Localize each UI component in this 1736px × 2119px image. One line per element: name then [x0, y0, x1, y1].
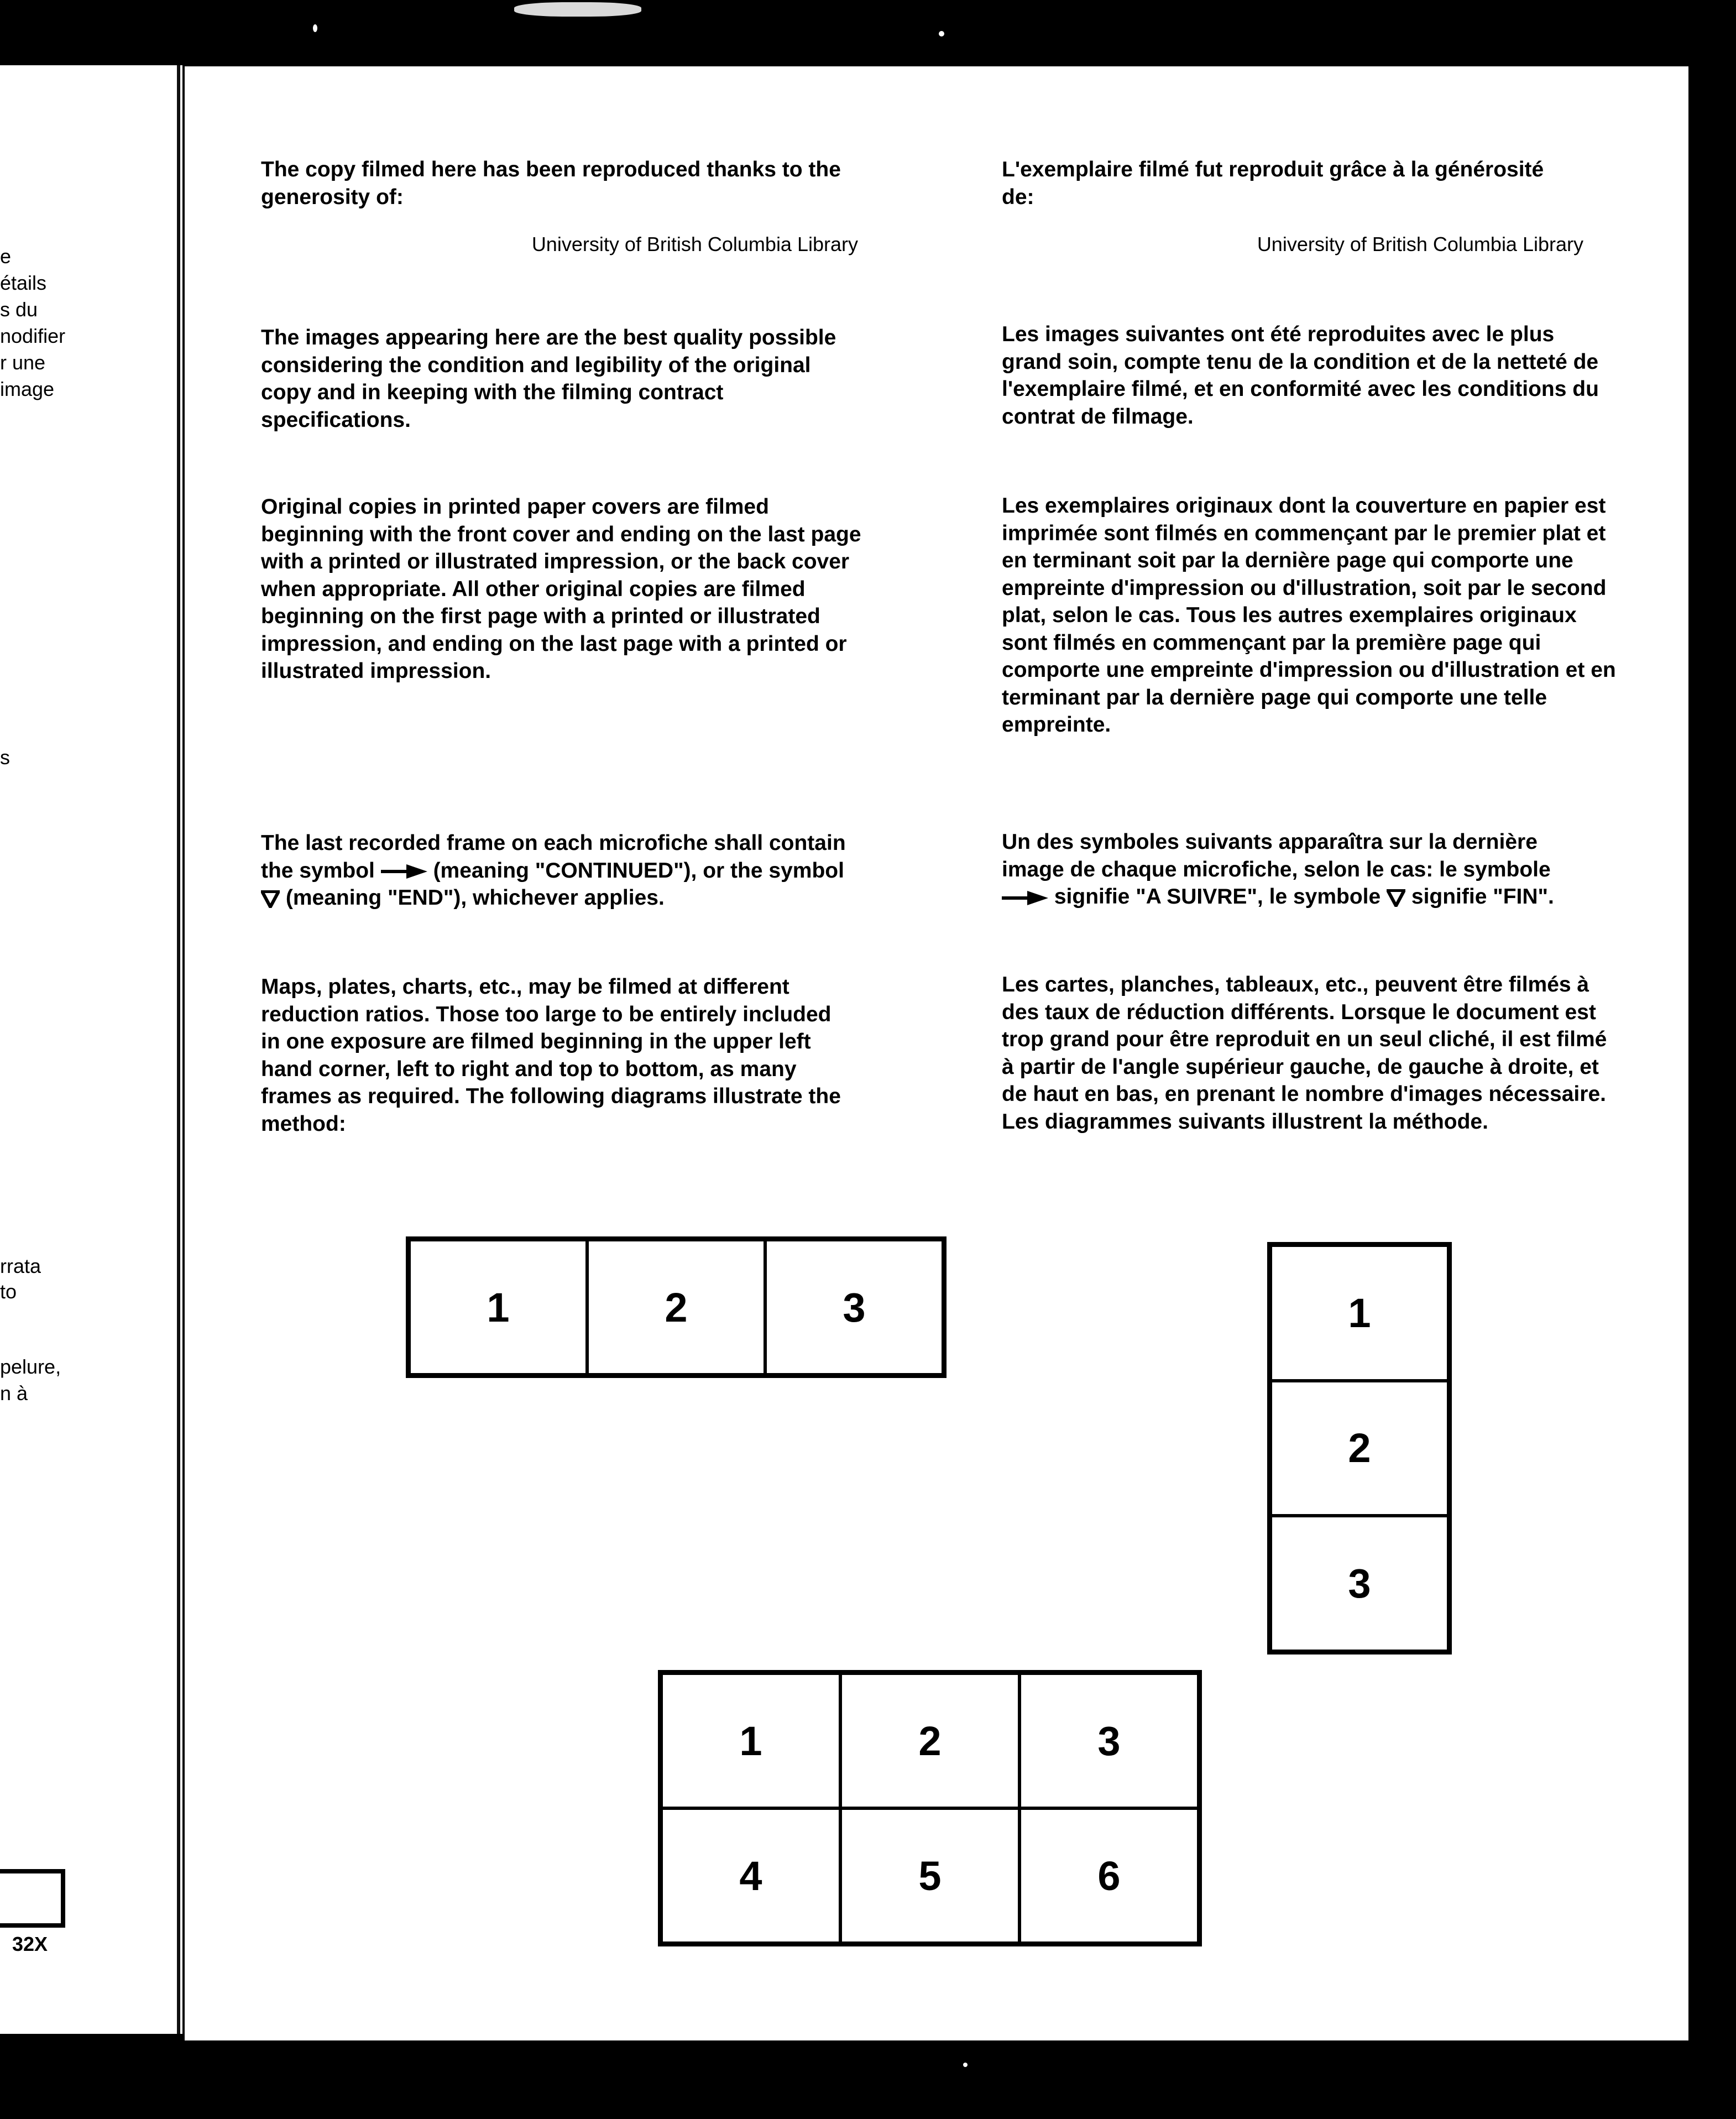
adjacent-page-strip — [0, 65, 182, 2034]
margin-fragment: étails — [0, 272, 47, 294]
page-gutter-line — [177, 65, 180, 2034]
acknowledgement-en: The copy filmed here has been reproduced thanks to the generosity of: — [261, 158, 841, 209]
symbols-text-b-fr: signifie "A SUIVRE", le symbole — [1054, 885, 1381, 909]
resolution-target-box — [0, 1869, 65, 1928]
diagram-cell: 5 — [840, 1808, 1019, 1943]
diagram-cell: 6 — [1019, 1808, 1199, 1943]
symbols-paragraph-en — [261, 829, 847, 912]
film-speck — [939, 31, 944, 36]
diagram-cell: 1 — [661, 1673, 840, 1808]
diagram-vertical — [1267, 1242, 1452, 1655]
maps-paragraph-fr: Les cartes, planches, tableaux, etc., peuvent être filmés à des taux de réduction différents. Lorsque le document est trop grand pour être reproduit en un seul cliché, il est filmé à partir de l'angle supérieur gauche, de gauche à droite, et de haut en bas, en prenant le nombre d'images nécessaire. Les diagrammes suivants illustrent la méthode. — [1002, 973, 1607, 1134]
diagram-cell: 3 — [765, 1240, 943, 1375]
diagram-cell: 2 — [840, 1673, 1019, 1808]
symbols-text-c-en: (meaning "END"), whichever applies. — [285, 886, 665, 910]
covers-paragraph-fr: Les exemplaires originaux dont la couverture en papier est imprimée sont filmés en commençant par le premier plat et en terminant soit par la dernière page qui comporte une empreinte d'impression ou d'illustration, soit par le second plat, selon le cas. Tous les autres exemplaires originaux sont filmés en commençant par la première page qui comporte une empreinte d'impression ou d'illustration et en terminant par la dernière page qui comporte une telle empreinte. — [1002, 494, 1616, 737]
margin-fragment: to — [0, 1280, 17, 1303]
diagram-cell: 3 — [1270, 1516, 1449, 1651]
library-name-fr: University of British Columbia Library — [1257, 233, 1583, 255]
margin-fragment: nodifier — [0, 325, 66, 347]
margin-fragment: e — [0, 245, 12, 268]
margin-fragment: r une — [0, 351, 46, 374]
resolution-target-label: 32X — [12, 1933, 48, 1955]
symbols-text-a-fr: Un des symboles suivants apparaîtra sur la dernière image de chaque microfiche, selon le cas: le symbole — [1002, 830, 1551, 881]
diagram-cell: 4 — [661, 1808, 840, 1943]
continued-arrow-icon — [381, 864, 427, 879]
library-name-en: University of British Columbia Library — [531, 233, 858, 255]
margin-fragment: image — [0, 378, 55, 400]
diagram-cell: 1 — [1270, 1245, 1449, 1381]
symbols-text-b-en: (meaning "CONTINUED"), or the symbol — [433, 858, 844, 883]
margin-fragment: s du — [0, 298, 38, 321]
margin-fragment: pelure, — [0, 1355, 61, 1378]
margin-fragment: rrata — [0, 1255, 41, 1277]
continued-arrow-icon — [1002, 891, 1048, 905]
film-speck — [313, 24, 317, 32]
diagram-cell: 2 — [1270, 1381, 1449, 1516]
end-triangle-icon — [261, 890, 280, 908]
diagram-cell: 1 — [409, 1240, 587, 1375]
diagram-cell: 3 — [1019, 1673, 1199, 1808]
margin-fragment: s — [0, 746, 10, 769]
diagram-cell: 2 — [587, 1240, 765, 1375]
maps-paragraph-en: Maps, plates, charts, etc., may be filmed at different reduction ratios. Those too large to be entirely included in one exposure are filmed beginning in the upper left hand corner, left to right and top to bottom, as many frames as required. The following diagrams illustrate the method: — [261, 975, 841, 1136]
acknowledgement-fr: L'exemplaire filmé fut reproduit grâce à la générosité de: — [1002, 158, 1544, 209]
symbols-paragraph-fr — [1002, 828, 1588, 911]
quality-paragraph-fr: Les images suivantes ont été reproduites avec le plus grand soin, compte tenu de la condition et de la netteté de l'exemplaire filmé, et en conformité avec les conditions du contrat de filmage. — [1002, 322, 1599, 429]
film-speck — [963, 2063, 968, 2067]
symbols-text-c-fr: signifie "FIN". — [1411, 885, 1554, 909]
quality-paragraph-en: The images appearing here are the best quality possible considering the condition and legibility of the original copy and in keeping with the filming contract specifications. — [261, 326, 836, 432]
diagram-grid — [658, 1670, 1202, 1946]
end-triangle-icon — [1387, 889, 1405, 907]
filming-notice-page — [185, 66, 1688, 2040]
covers-paragraph-en: Original copies in printed paper covers are filmed beginning with the front cover and ending on the last page with a printed or illustrated impression, or the back cover when appropriate. All other original copies are filmed beginning on the first page with a printed or illustrated impression, and ending on the last page with a printed or illustrated impression. — [261, 495, 861, 683]
symbols-text-a-en: The last recorded frame on each microfiche shall contain the symbol — [261, 831, 846, 883]
margin-fragment: n à — [0, 1382, 28, 1405]
film-speck — [514, 2, 641, 17]
diagram-horizontal — [406, 1236, 947, 1378]
